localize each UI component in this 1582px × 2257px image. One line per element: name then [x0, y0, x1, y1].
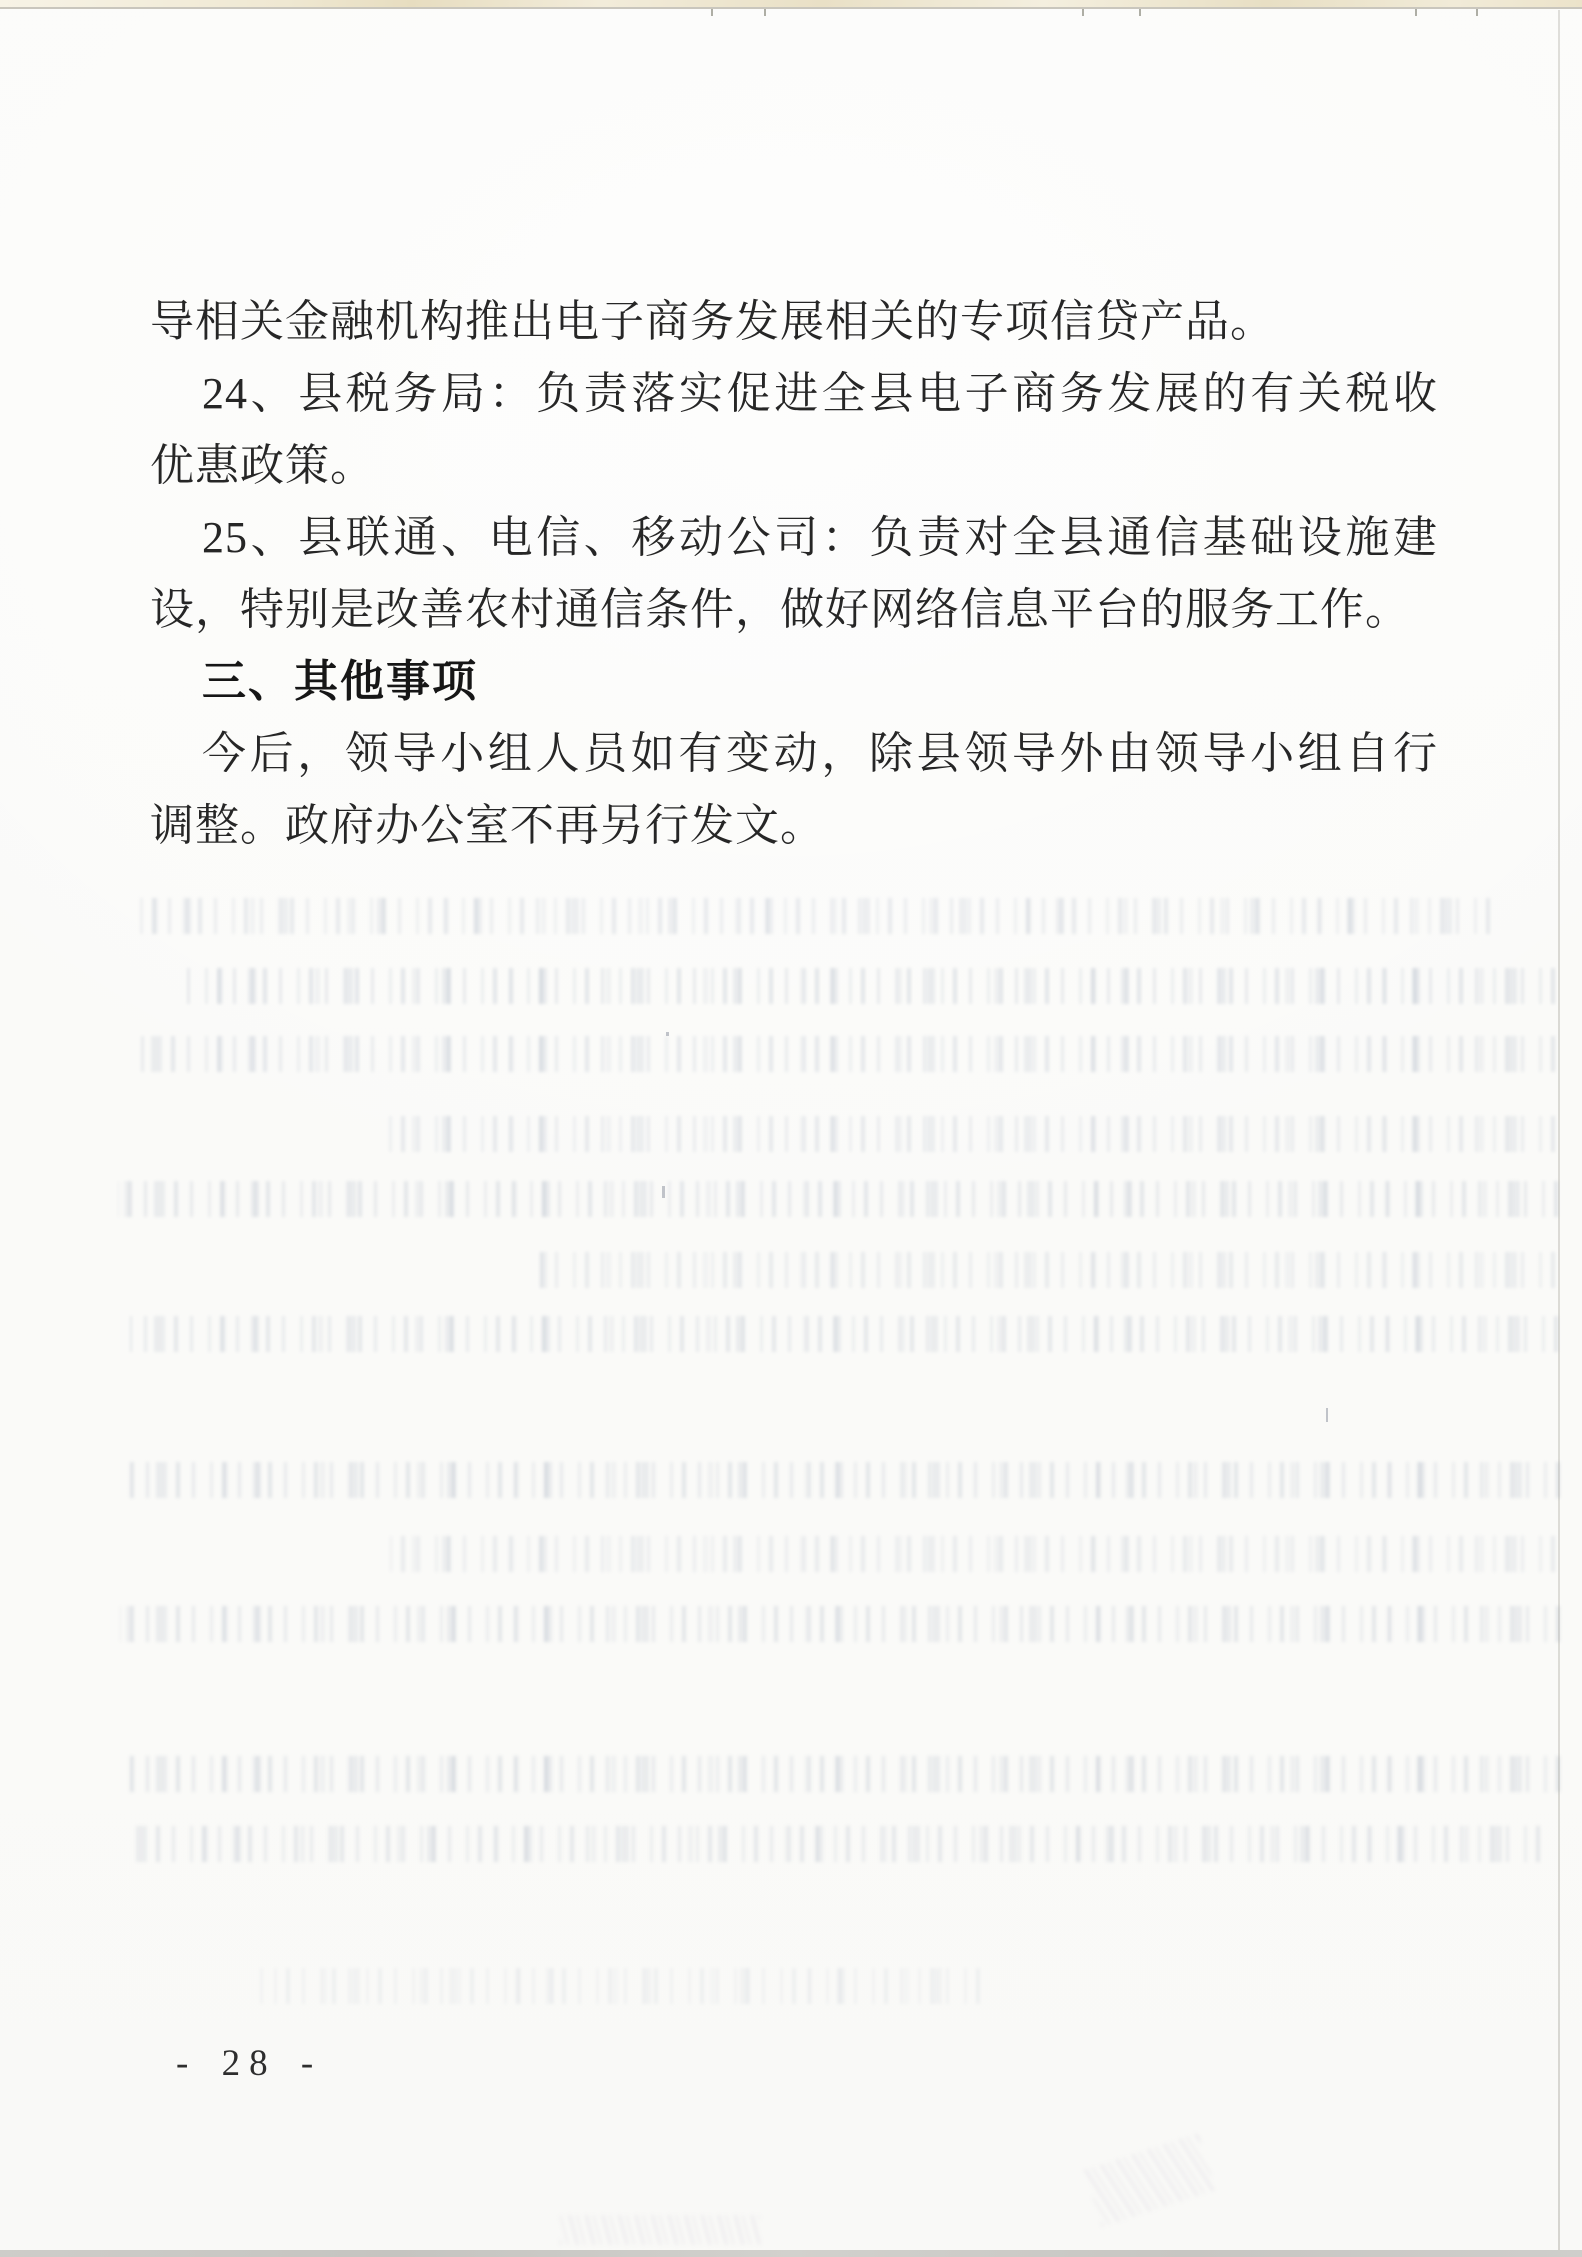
scan-smudge — [1084, 2133, 1217, 2227]
body-line: 24、县税务局：负责落实促进全县电子商务发展的有关税收 — [202, 369, 1438, 418]
bleedthrough-line — [130, 1316, 1558, 1352]
scan-smudge — [560, 2215, 760, 2245]
scan-edge-tick — [1082, 9, 1084, 16]
body-line: 设，特别是改善农村通信条件，做好网络信息平台的服务工作。 — [150, 585, 1410, 634]
bleedthrough-line — [385, 1116, 1555, 1152]
bleedthrough-line — [390, 1536, 1555, 1572]
scan-edge-tick — [764, 9, 766, 16]
scan-edge-tick — [1139, 9, 1141, 16]
body-line: 优惠政策。 — [150, 441, 375, 490]
bleedthrough-line — [135, 898, 1490, 934]
bleedthrough-line — [175, 968, 1555, 1004]
bleedthrough-line — [130, 1826, 1540, 1862]
page-number: - 28 - — [176, 2043, 323, 2084]
scan-bottom-edge — [0, 2250, 1582, 2257]
scan-right-edge — [1558, 10, 1560, 2250]
scan-speck — [666, 1032, 669, 1036]
bleedthrough-line — [540, 1252, 1555, 1288]
scan-edge-tick — [1415, 9, 1417, 16]
body-line: 25、县联通、电信、移动公司：负责对全县通信基础设施建 — [202, 513, 1438, 562]
scan-top-edge — [0, 0, 1582, 9]
scan-speck — [1326, 1408, 1328, 1422]
body-line: 今后，领导小组人员如有变动，除县领导外由领导小组自行 — [202, 729, 1438, 778]
bleedthrough-line — [130, 1756, 1560, 1792]
body-line: 调整。政府办公室不再另行发文。 — [150, 801, 825, 850]
bleedthrough-line — [120, 1606, 1560, 1642]
bleedthrough-line — [118, 1181, 1558, 1217]
bleedthrough-line — [135, 1036, 1555, 1072]
bleedthrough-line — [130, 1462, 1560, 1498]
bleedthrough-line — [260, 1968, 980, 2004]
section-heading: 三、其他事项 — [202, 657, 478, 706]
scan-edge-tick — [1476, 9, 1478, 16]
body-line: 导相关金融机构推出电子商务发展相关的专项信贷产品。 — [150, 297, 1275, 346]
scan-edge-tick — [711, 9, 713, 16]
document-body — [150, 286, 1438, 862]
scan-speck — [662, 1186, 665, 1198]
